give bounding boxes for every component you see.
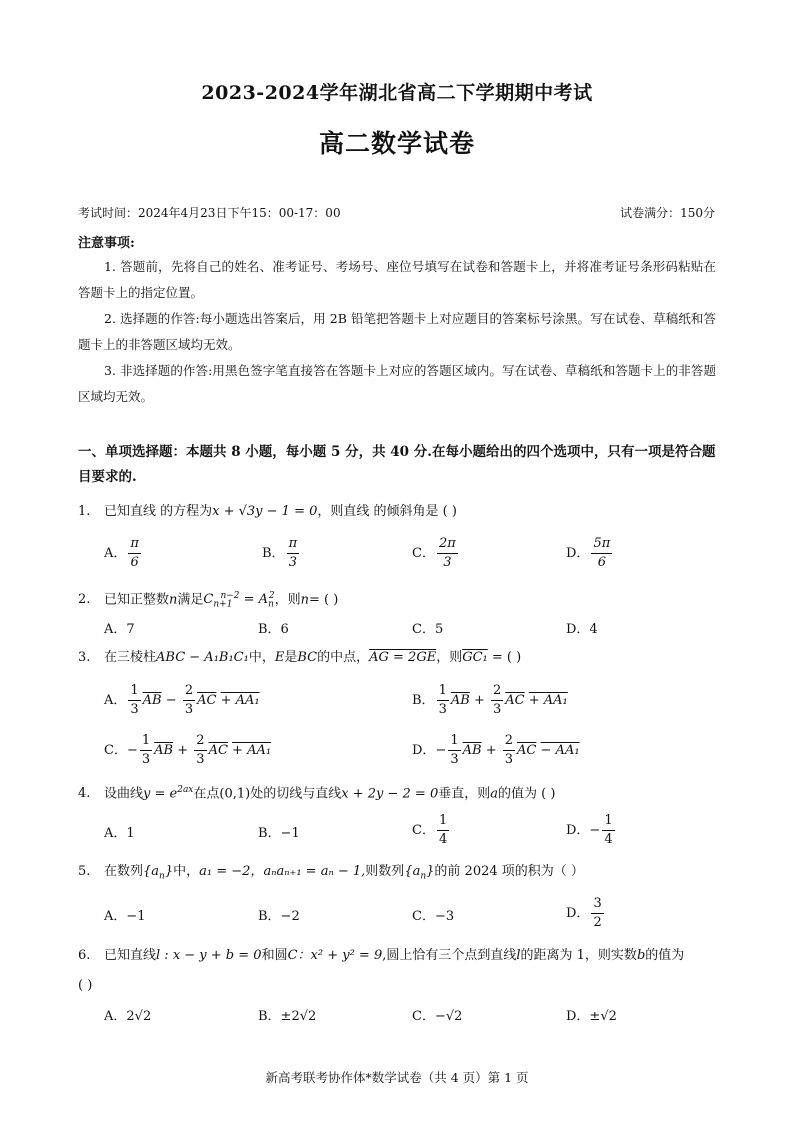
- option-d[interactable]: D．±√2: [566, 1009, 617, 1024]
- question-text: ,圆上恰有三个点到直线: [382, 948, 517, 963]
- denominator: 6: [597, 555, 606, 570]
- question-number: 4.: [78, 786, 91, 802]
- question-text: 和圆: [261, 948, 288, 963]
- question-number: 3.: [78, 650, 91, 665]
- question-text: 处的切线与直线: [250, 786, 342, 802]
- question-text: 的值为 ( ): [498, 786, 556, 802]
- operator: −: [126, 743, 138, 758]
- option-b[interactable]: B．−2: [258, 909, 300, 924]
- section-heading: 一、单项选择题：本题共 8 小题，每小题 5 分，共 40 分.在每小题给出的四个选项中，只有一项是符合题目要求的.: [78, 444, 716, 485]
- option-label: B．: [262, 546, 285, 561]
- question-number: 2.: [78, 592, 91, 608]
- question-text: 已知直线: [104, 948, 157, 963]
- question-text: 的值为: [645, 948, 685, 963]
- option-a[interactable]: A．−1: [104, 909, 146, 924]
- question-text: 的中点，: [317, 650, 370, 665]
- notes-heading: 注意事项:: [78, 236, 135, 251]
- numerator: 1: [140, 732, 152, 751]
- question-text: 已知正整数: [104, 592, 170, 608]
- question-text: = ( ): [308, 592, 339, 608]
- question-text: 是: [284, 650, 298, 665]
- variable: BC: [297, 650, 318, 665]
- question-text: 在点: [193, 786, 220, 802]
- question-6-paren: ( ): [78, 978, 93, 993]
- option-label: A．: [104, 546, 127, 561]
- recurrence: aₙaₙ₊₁ = aₙ − 1,: [263, 864, 366, 879]
- line-equation: x + 2y − 2 = 0: [341, 786, 439, 802]
- numerator: 2π: [437, 535, 458, 554]
- option-c[interactable]: C．− $\frac{1}{3}$ $\overline{AB}$ + $\frac{2}{3}$ $\overline{AC} + AA_1$: [104, 733, 272, 767]
- vector: + AA₁: [528, 693, 568, 708]
- exam-subtitle: 高二数学试卷: [318, 129, 475, 158]
- option-d[interactable]: D．4: [566, 622, 598, 637]
- option-d[interactable]: [566, 535, 614, 572]
- question-text: 设曲线: [104, 786, 144, 802]
- numerator: 2: [194, 732, 206, 751]
- variable: E: [274, 650, 285, 665]
- question-text: 在数列: [104, 864, 144, 879]
- circle-equation: C：x² + y² = 9: [287, 948, 383, 963]
- vector: $\overline{AC}$: [208, 743, 228, 758]
- question-5: [78, 862, 718, 887]
- option-d[interactable]: D．− $\frac{1}{3}$ $\overline{AB}$ + $\frac{2}{3}$ $\overline{AC} - AA_1$: [412, 733, 580, 767]
- variable: b: [636, 948, 646, 963]
- question-text: ，则: [436, 650, 463, 665]
- exponent: 2ax: [177, 785, 194, 795]
- option-label: C．: [412, 823, 435, 838]
- line-equation: l : x − y + b = 0: [156, 948, 262, 963]
- note-item: 2. 选择题的作答:每小题选出答案后，用 2B 铅笔把答题卡上对应题目的答案标号涂黑。写在试卷、草稿纸和答题卡上的非答题区域均无效。: [78, 311, 716, 352]
- denominator: 6: [130, 555, 139, 570]
- option-d[interactable]: D．− $\frac{1}{4}$: [566, 813, 613, 847]
- numerator: 1: [448, 732, 460, 751]
- numerator: 2: [183, 682, 195, 701]
- option-label: C．: [104, 743, 127, 758]
- numerator: 2: [491, 682, 503, 701]
- option-a[interactable]: [104, 535, 143, 572]
- question-text: 中，: [173, 864, 200, 879]
- curve-equation: y = e: [143, 786, 178, 802]
- option-label: D．: [566, 546, 590, 561]
- vector: − AA₁: [540, 743, 580, 758]
- option-b[interactable]: B．−1: [258, 826, 300, 841]
- option-a[interactable]: A．1: [104, 826, 135, 841]
- option-a[interactable]: A． $\frac{1}{3}$ $\overline{AB}$ − $\frac{2}{3}$ $\overline{AC} + AA_1$: [104, 683, 260, 717]
- option-label: D．−: [566, 823, 601, 838]
- numerator: π: [128, 535, 141, 554]
- variable: a: [490, 786, 498, 802]
- vector: $\overline{AC}$: [505, 693, 525, 708]
- denominator: 3: [443, 555, 452, 570]
- question-text: ，则直线 的倾斜角是 ( ): [317, 504, 457, 519]
- equation: x + √3y − 1 = 0: [212, 504, 318, 519]
- option-b[interactable]: B．6: [258, 622, 289, 637]
- operator: −: [435, 743, 447, 758]
- question-3: [78, 648, 718, 668]
- question-number: 5.: [78, 864, 91, 879]
- option-label: D．: [566, 906, 590, 921]
- question-text: 已知直线 的方程为: [104, 504, 213, 519]
- option-d[interactable]: D． $\frac{3}{2}$: [566, 896, 602, 930]
- sequence: $\{a_n\}$: [404, 864, 435, 882]
- initial-term: a₁ = −2，: [199, 864, 264, 879]
- denominator: 3: [288, 555, 297, 570]
- question-1: [78, 502, 718, 522]
- numerator: 2: [503, 732, 515, 751]
- vector: $\overline{AB}$: [154, 743, 174, 758]
- vector: $\overline{AC}$: [197, 693, 217, 708]
- question-4: [78, 780, 718, 804]
- question-text: 满足: [177, 592, 204, 608]
- combination-formula: $C_{n+1}^{n-2} = A_n^2$: [203, 591, 275, 610]
- question-text: 中，: [248, 650, 275, 665]
- question-text: 垂直，则: [438, 786, 491, 802]
- operator: −: [165, 693, 177, 708]
- numerator: 1: [128, 682, 140, 701]
- question-text: = ( ): [487, 650, 522, 665]
- option-c[interactable]: C．−√2: [412, 1009, 463, 1024]
- question-number: 6.: [78, 948, 91, 963]
- option-a[interactable]: A．7: [104, 622, 135, 637]
- question-text: 在三棱柱: [104, 650, 157, 665]
- variable: n: [169, 592, 178, 608]
- vector: $\overline{AC}$: [517, 743, 537, 758]
- full-score: 试卷满分：150分: [620, 206, 715, 220]
- option-a[interactable]: A．2√2: [104, 1009, 152, 1024]
- variable: n: [300, 592, 309, 608]
- sequence: $\{a_n\}$: [143, 864, 174, 882]
- question-6: [78, 946, 718, 966]
- question-text: ，则: [274, 592, 301, 608]
- exam-title: 2023-2024学年湖北省高二下学期期中考试: [201, 82, 593, 104]
- operator: +: [177, 743, 189, 758]
- question-text: 的距离为 1，则实数: [520, 948, 637, 963]
- option-b[interactable]: B．±2√2: [258, 1009, 317, 1024]
- note-item: 1. 答题前，先将自己的姓名、准考证号、考场号、座位号填写在试卷和答题卡上，并将准考证号条形码粘贴在答题卡上的指定位置。: [78, 259, 716, 300]
- option-b[interactable]: B． $\frac{1}{3}$ $\overline{AB}$ + $\frac{2}{3}$ $\overline{AC} + AA_1$: [412, 683, 568, 717]
- option-label: A．: [104, 693, 127, 708]
- page-footer: 新高考联考协作体*数学试卷（共 4 页）第 1 页: [265, 1070, 529, 1085]
- vector: $\overline{AB}$: [462, 743, 482, 758]
- question-number: 1.: [78, 504, 91, 519]
- option-label: C．: [412, 546, 435, 561]
- numerator: 5π: [591, 535, 612, 554]
- option-c[interactable]: C．−3: [412, 909, 455, 924]
- vector: GC₁: [462, 650, 488, 665]
- vector: + AA₁: [220, 693, 260, 708]
- question-text: 的前 2024 项的积为（ ）: [434, 864, 584, 879]
- option-c[interactable]: C．5: [412, 622, 444, 637]
- option-c[interactable]: C． $\frac{1}{4}$: [412, 813, 448, 847]
- vector: + AA₁: [232, 743, 272, 758]
- vector: $\overline{AB}$: [450, 693, 470, 708]
- question-2: [78, 586, 718, 615]
- question-text: 则数列: [365, 864, 405, 879]
- exam-info: [78, 204, 715, 221]
- prism-name: ABC − A₁B₁C₁: [156, 650, 249, 665]
- note-item: 3. 非选择题的作答:用黑色签字笔直接答在答题卡上对应的答题区域内。写在试卷、草稿纸和答题卡上的非答题区域均无效。: [78, 363, 716, 404]
- numerator: 1: [437, 682, 449, 701]
- operator: +: [473, 693, 485, 708]
- point: (0,1): [219, 786, 251, 802]
- vector: $\overline{AB}$: [142, 693, 162, 708]
- option-label: B．: [412, 693, 435, 708]
- option-b[interactable]: [262, 535, 301, 572]
- operator: +: [485, 743, 497, 758]
- option-c[interactable]: [412, 535, 460, 572]
- exam-time: 考试时间：2024年4月23日下午15：00-17：00: [78, 206, 341, 220]
- variable: l: [516, 948, 521, 963]
- numerator: π: [287, 535, 300, 554]
- vector-equation: AG = 2GE: [369, 650, 437, 665]
- option-label: D．: [412, 743, 436, 758]
